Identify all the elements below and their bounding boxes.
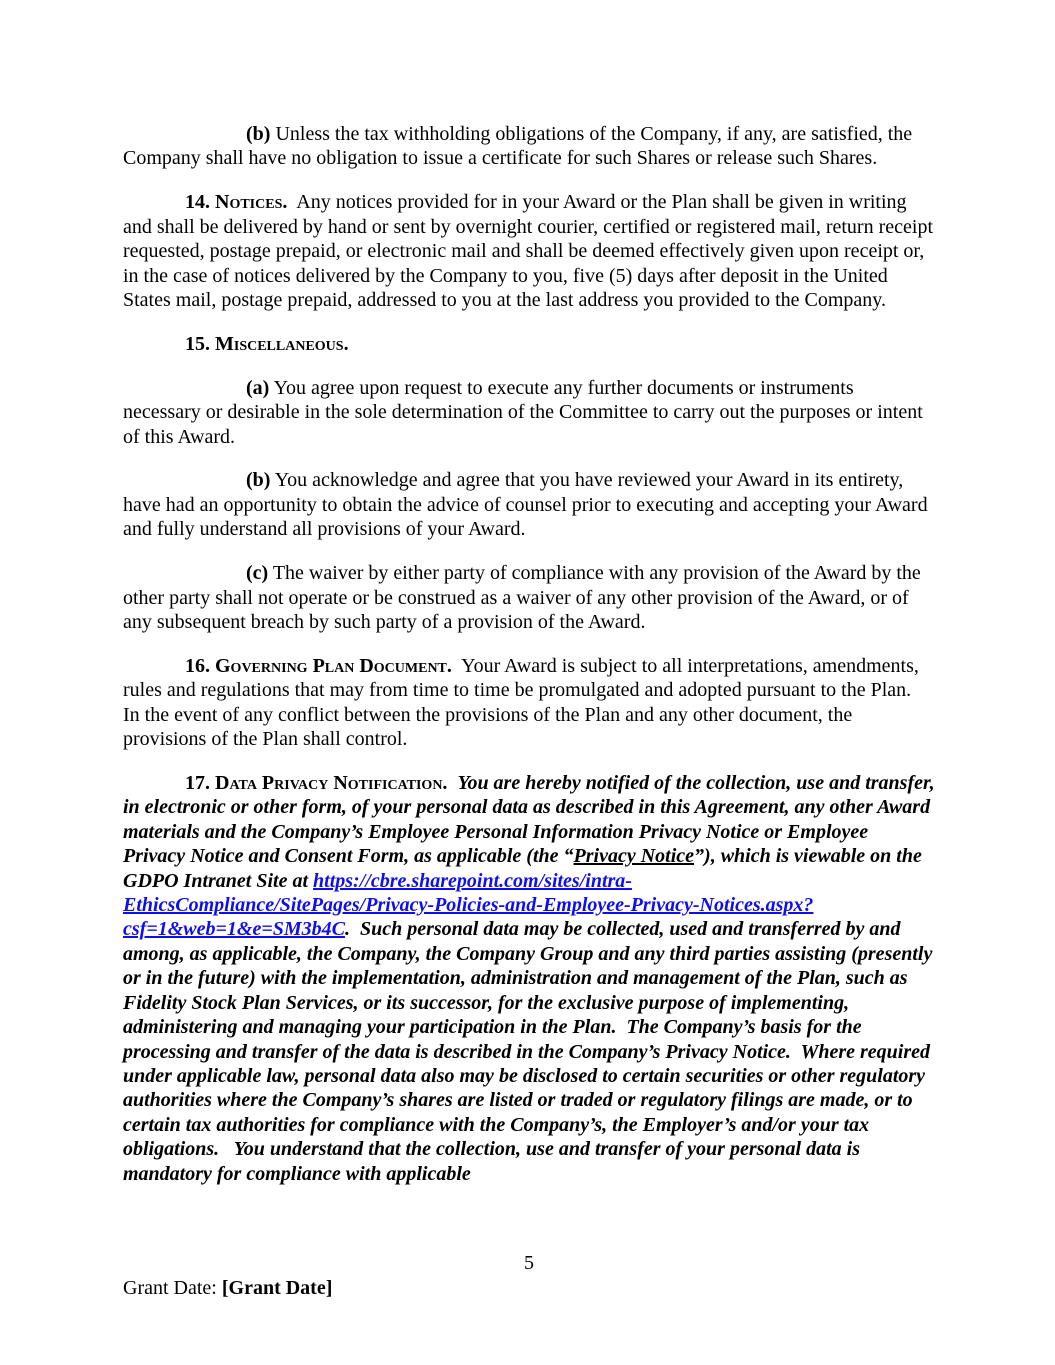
text-run: ”), which is viewable on the GDPO Intranet Site at [123, 845, 927, 892]
text-run: Data Privacy Notification. [215, 772, 448, 795]
text-run [447, 772, 457, 794]
page-number: 5 [524, 1252, 534, 1274]
grant-date-label: Grant Date: [123, 1277, 222, 1299]
text-run: Unless the tax withholding obligations of the Company, if any, are satisfied, the Company shall have no obligation to issue a certificate for such Shares or release such Shares. [123, 123, 918, 170]
document-body [123, 122, 940, 1205]
text-run: Miscellaneous. [215, 332, 349, 355]
text-run: You agree upon request to execute any further documents or instruments necessary or desirable in the sole determination of the Committee to carry out the purposes or intent of this Award. [123, 376, 928, 448]
section-14-notices [123, 190, 938, 312]
para-15a-further-documents [123, 376, 935, 449]
section-15-miscellaneous [123, 332, 935, 356]
text-run: 16. [185, 654, 215, 677]
text-run: Notices. [215, 191, 288, 214]
text-run: Your Award is subject to all interpretations, amendments, rules and regulations that may from time to time be promulgated and adopted pursuant to the Plan. In the event of any conflict between the provisions of the Plan and any other document, the provisions of the Plan shall control. [123, 654, 924, 751]
privacy-notice-hyperlink[interactable]: https://cbre.sharepoint.com/sites/intra-EthicsCompliance/SitePages/Privacy-Policies-and-Employee-Privacy-Notices.aspx?csf=1&web=1&e=SM3b4C [123, 869, 814, 941]
text-run: (c) [246, 562, 269, 585]
text-run: . Such personal data may be collected, used and transferred by and among, as applicable, the Company, the Company Group and any third parties assisting (presently or in the future) with the implementation, administration and management of the Plan, such as Fidelity Stock Plan Services, or its successor, for the exclusive purpose of implementing, administering and managing your participation in the Plan. The Company’s basis for the processing and transfer of the data is described in the Company’s Privacy Notice. Where required under applicable law, personal data also may be disclosed to certain securities or other regulatory authorities where the Company’s shares are listed or traded or regulatory filings are made, or to certain tax authorities for compliance with the Company’s, the Employer’s and/or your tax obligations. You understand that the collection, use and transfer of your personal data is mandatory for compliance with applicable [123, 918, 938, 1185]
text-run: The waiver by either party of compliance with any provision of the Award by the other party shall not operate or be construed as a waiver of any other provision of the Award, or of any subsequent breach by such party of a provision of the Award. [123, 562, 926, 633]
text-run: You acknowledge and agree that you have reviewed your Award in its entirety, have had an opportunity to obtain the advice of counsel prior to executing and accepting your Award and fully understand all provisions of your Award. [123, 469, 933, 541]
text-run: Privacy Notice [573, 845, 695, 868]
text-run: (b) [246, 469, 271, 492]
text-run: Any notices provided for in your Award or the Plan shall be given in writing and shall be delivered by hand or sent by overnight courier, certified or registered mail, return receipt requested, postage prepaid, or electronic mail and shall be deemed effectively given upon receipt or, in the case of notices delivered by the Company to you, five (5) days after deposit in the United States mail, postage prepaid, addressed to you at the last address you provided to the Company. [123, 191, 938, 311]
para-15c-waiver [123, 561, 935, 634]
grant-date-line [123, 1276, 332, 1300]
text-run: You are hereby notified of the collection, use and transfer, in electronic or other form, of your personal data as described in this Agreement, any other Award materials and the Company’s Employee Personal Information Privacy Notice or Employee Privacy Notice and Consent Form, as applicable (the “ [123, 772, 940, 868]
section-16-governing-plan-document [123, 654, 935, 752]
text-run: (b) [246, 123, 271, 145]
text-run: Governing Plan Document. [215, 654, 452, 677]
para-15b-reviewed-award [123, 468, 935, 541]
text-run: 14. [185, 191, 215, 214]
section-17-data-privacy-notification [123, 771, 940, 1186]
para-13b-certificate [123, 122, 935, 171]
text-run: 15. [185, 332, 215, 355]
text-run: 17. [185, 772, 215, 795]
grant-date-value: [Grant Date] [221, 1277, 333, 1299]
text-run: (a) [246, 376, 270, 399]
